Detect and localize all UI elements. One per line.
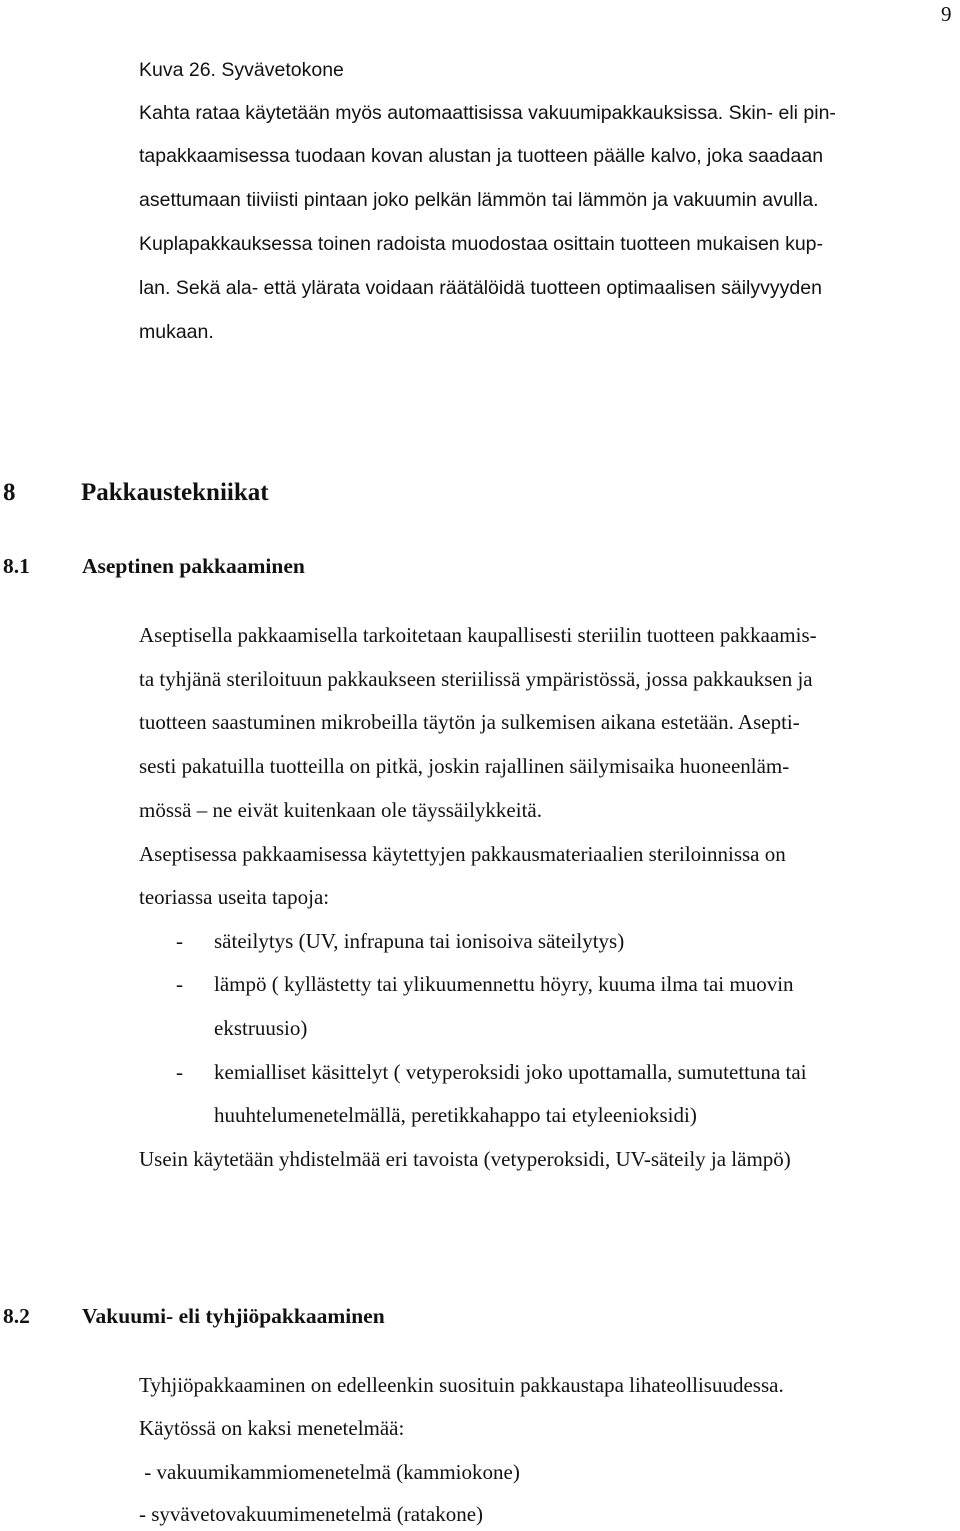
bullet-dash: - bbox=[176, 1060, 183, 1084]
bullet-dash: - bbox=[176, 972, 183, 996]
paragraph-line: Aseptisessa pakkaamisessa käytettyjen pakkausmateriaalien steriloinnissa on bbox=[139, 842, 786, 866]
body-line: Kuplapakkauksessa toinen radoista muodostaa osittain tuotteen mukaisen kup- bbox=[139, 233, 824, 255]
closing-line: Usein käytetään yhdistelmää eri tavoista (vetyperoksidi, UV-säteily ja lämpö) bbox=[139, 1147, 791, 1171]
list-line: - vakuumikammiomenetelmä (kammiokone) bbox=[139, 1460, 520, 1484]
section-heading-8-1 bbox=[3, 554, 305, 579]
paragraph-line: Tyhjiöpakkaaminen on edelleenkin suosituin pakkaustapa lihateollisuudessa. bbox=[139, 1373, 784, 1397]
chapter-title: Pakkaustekniikat bbox=[81, 479, 269, 506]
bullet-continuation: huuhtelumenetelmällä, peretikkahappo tai etyleenioksidi) bbox=[214, 1103, 697, 1127]
section-title: Aseptinen pakkaaminen bbox=[82, 554, 305, 578]
section-heading-8-2 bbox=[3, 1304, 385, 1329]
body-line: lan. Sekä ala- että ylärata voidaan räätälöidä tuotteen optimaalisen säilyvyyden bbox=[139, 277, 822, 299]
paragraph-line: Aseptisella pakkaamisella tarkoitetaan kaupallisesti steriilin tuotteen pakkaamis- bbox=[139, 623, 817, 647]
bullet-item bbox=[176, 974, 794, 995]
paragraph-line: tuotteen saastuminen mikrobeilla täytön ja sulkemisen aikana estetään. Asepti- bbox=[139, 710, 800, 734]
bullet-text: lämpö ( kyllästetty tai ylikuumennettu höyry, kuuma ilma tai muovin bbox=[214, 972, 794, 996]
page-number: 9 bbox=[941, 2, 952, 26]
paragraph-line: sesti pakatuilla tuotteilla on pitkä, joskin rajallinen säilymisaika huoneenläm- bbox=[139, 754, 790, 778]
body-line: tapakkaamisessa tuodaan kovan alustan ja tuotteen päälle kalvo, joka saadaan bbox=[139, 145, 824, 167]
paragraph-line: ta tyhjänä steriloituun pakkaukseen steriilissä ympäristössä, jossa pakkauksen ja bbox=[139, 667, 813, 691]
bullet-item bbox=[176, 931, 624, 952]
figure-caption: Kuva 26. Syvävetokone bbox=[139, 59, 344, 81]
section-number: 8.1 bbox=[3, 554, 30, 578]
bullet-dash: - bbox=[176, 929, 183, 953]
section-number: 8.2 bbox=[3, 1304, 30, 1328]
bullet-item bbox=[176, 1062, 807, 1083]
list-line: - syvävetovakuumimenetelmä (ratakone) bbox=[139, 1502, 484, 1526]
paragraph-line: teoriassa useita tapoja: bbox=[139, 885, 330, 909]
chapter-heading bbox=[3, 479, 269, 507]
section-title: Vakuumi- eli tyhjiöpakkaaminen bbox=[82, 1304, 385, 1328]
paragraph-line: mössä – ne eivät kuitenkaan ole täyssäilykkeitä. bbox=[139, 798, 542, 822]
bullet-text: kemialliset käsittelyt ( vetyperoksidi joko upottamalla, sumutettuna tai bbox=[214, 1060, 807, 1084]
bullet-continuation: ekstruusio) bbox=[214, 1016, 308, 1040]
body-line: asettumaan tiiviisti pintaan joko pelkän lämmön tai lämmön ja vakuumin avulla. bbox=[139, 189, 819, 211]
paragraph-line: Käytössä on kaksi menetelmää: bbox=[139, 1416, 405, 1440]
body-line: Kahta rataa käytetään myös automaattisissa vakuumipakkauksissa. Skin- eli pin- bbox=[139, 102, 836, 124]
body-line: mukaan. bbox=[139, 321, 214, 343]
chapter-number: 8 bbox=[3, 479, 16, 506]
bullet-text: säteilytys (UV, infrapuna tai ionisoiva säteilytys) bbox=[214, 929, 625, 953]
